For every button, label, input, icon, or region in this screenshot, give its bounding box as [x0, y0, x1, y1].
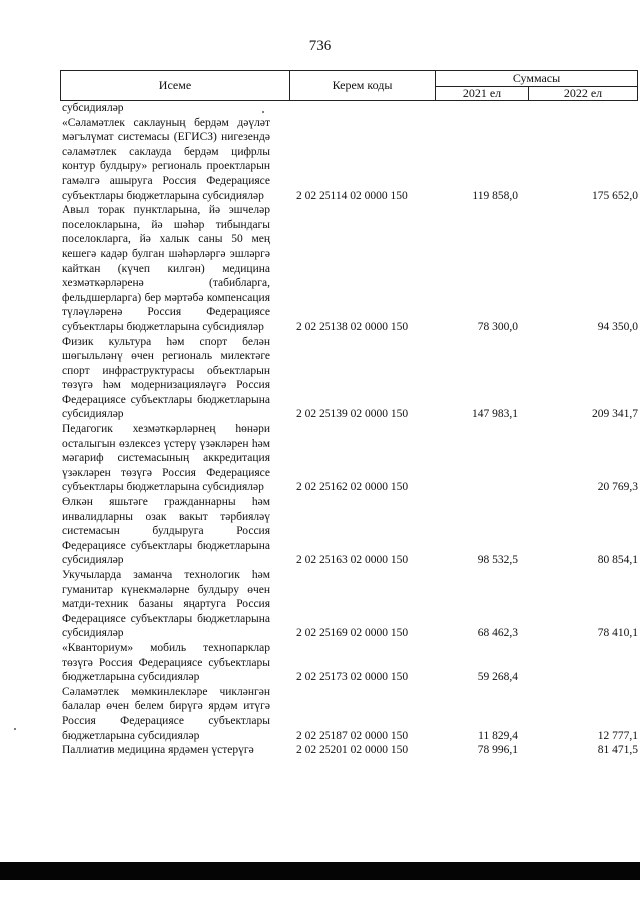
row-value-2022: 78 410,1 [597, 627, 638, 640]
row-name: Педагогик хезмәткәрләрнең һөнәри осталыгын өзлексез үстерү үзәкләрен һәм мәгариф системасының аккредитация үзәкләрен төзүгә Россия Федерациясе субъектлары бюджетларына субсидияләр [62, 423, 270, 494]
scan-edge-bar [0, 862, 640, 880]
page-number: 736 [308, 38, 332, 54]
row-value-2022: 81 471,5 [597, 744, 638, 757]
table-row [62, 495, 638, 568]
row-value-2021: 119 858,0 [472, 189, 518, 202]
scan-speck [262, 111, 264, 113]
column-header-year-2021: 2021 ел [435, 86, 529, 101]
table-body [62, 101, 638, 758]
continuation-text: субсидияләр [62, 102, 124, 114]
row-value-2022: 80 854,1 [597, 554, 638, 567]
table-row [62, 203, 638, 334]
table-row [62, 335, 638, 423]
table-row [62, 743, 638, 758]
row-name: Физик культура һәм спорт белән шөгыльләнү өчен региональ милектәге спорт инфраструктурасы объектларын төзүгә һәм модернизацияләүгә Россия Федерациясе субъектлары бюджетларына субсидияләр [62, 335, 270, 421]
row-name: «Кванториум» мобиль технопарклар төзүгә Россия Федерациясе субъектлары бюджетларына субсидияләр [62, 641, 270, 684]
column-header-code: Керем коды [289, 70, 436, 101]
row-value-2022: 94 350,0 [597, 320, 638, 333]
row-value-2021: 147 983,1 [472, 408, 518, 421]
column-header-year-2022: 2022 ел [528, 86, 638, 101]
row-value-2022: 209 341,7 [592, 408, 638, 421]
row-code: 2 02 25173 02 0000 150 [296, 671, 409, 684]
table-header [60, 70, 638, 101]
table-row [62, 116, 638, 204]
column-header-name: Исеме [60, 70, 290, 101]
row-code: 2 02 25201 02 0000 150 [296, 744, 409, 757]
row-code: 2 02 25139 02 0000 150 [296, 408, 409, 421]
continuation-row [62, 101, 638, 116]
row-value-2022: 20 769,3 [597, 481, 638, 494]
row-name: Өлкән яшьтәге гражданнарны һәм инвалидларны озак вакыт тәрбияләү системасын булдыруга Россия Федерациясе субъектлары бюджетларына субсидияләр [62, 496, 270, 567]
table-row [62, 422, 638, 495]
row-name: «Сәламәтлек саклауның бердәм дәүләт мәгълүмат системасы (ЕГИСЗ) нигезендә сәламәтлек саклауда бердәм цифрлы контур булдыру» региональ проектларын гамәлгә ашыруга Россия Федерациясе субъектлары бюджетларына субсидияләр [62, 116, 270, 202]
row-value-2021: 68 462,3 [477, 627, 518, 640]
row-code: 2 02 25163 02 0000 150 [296, 554, 409, 567]
row-code: 2 02 25114 02 0000 150 [296, 189, 408, 202]
row-value-2021: 59 268,4 [477, 671, 518, 684]
row-name: Укучыларда заманча технологик һәм гуманитар күнекмәләрне булдыру өчен матди-техник базаны яңартуга Россия Федерациясе субъектлары бюджетларына субсидияләр [62, 569, 270, 640]
row-code: 2 02 25169 02 0000 150 [296, 627, 409, 640]
row-value-2022: 12 777,1 [597, 729, 638, 742]
row-name: Авыл торак пунктларына, йә эшчеләр поселокларына, йә шәһәр тибындагы поселокларга, йә халык саны 50 мең кешегә кадәр булган шәһәрләргә эшләргә кайткан (күчеп килгән) медицина хезмәткәрләренә (табибларга, фельдшерларга) бер мәртәбә компенсация түләүләренә Россия Федерациясе субъектлары бюджетларына субсидияләр [62, 204, 270, 333]
row-code: 2 02 25138 02 0000 150 [296, 320, 409, 333]
row-value-2022: 175 652,0 [592, 189, 638, 202]
row-code: 2 02 25162 02 0000 150 [296, 481, 409, 494]
row-code: 2 02 25187 02 0000 150 [296, 729, 409, 742]
row-name: Сәламәтлек мөмкинлекләре чикләнгән балалар өчен белем бирүгә ярдәм итүгә Россия Федерациясе субъектлары бюджетларына субсидияләр [62, 685, 270, 742]
table-row [62, 685, 638, 743]
row-value-2021: 78 300,0 [477, 320, 518, 333]
row-value-2021: 78 996,1 [477, 744, 518, 757]
table-row [62, 568, 638, 641]
table-row [62, 641, 638, 685]
row-name: Паллиатив медицина ярдәмен үстерүгә [62, 744, 254, 757]
column-header-sums: Суммасы [435, 70, 638, 87]
scan-speck [14, 728, 16, 730]
row-value-2021: 11 829,4 [478, 729, 518, 742]
row-value-2021: 98 532,5 [477, 554, 518, 567]
